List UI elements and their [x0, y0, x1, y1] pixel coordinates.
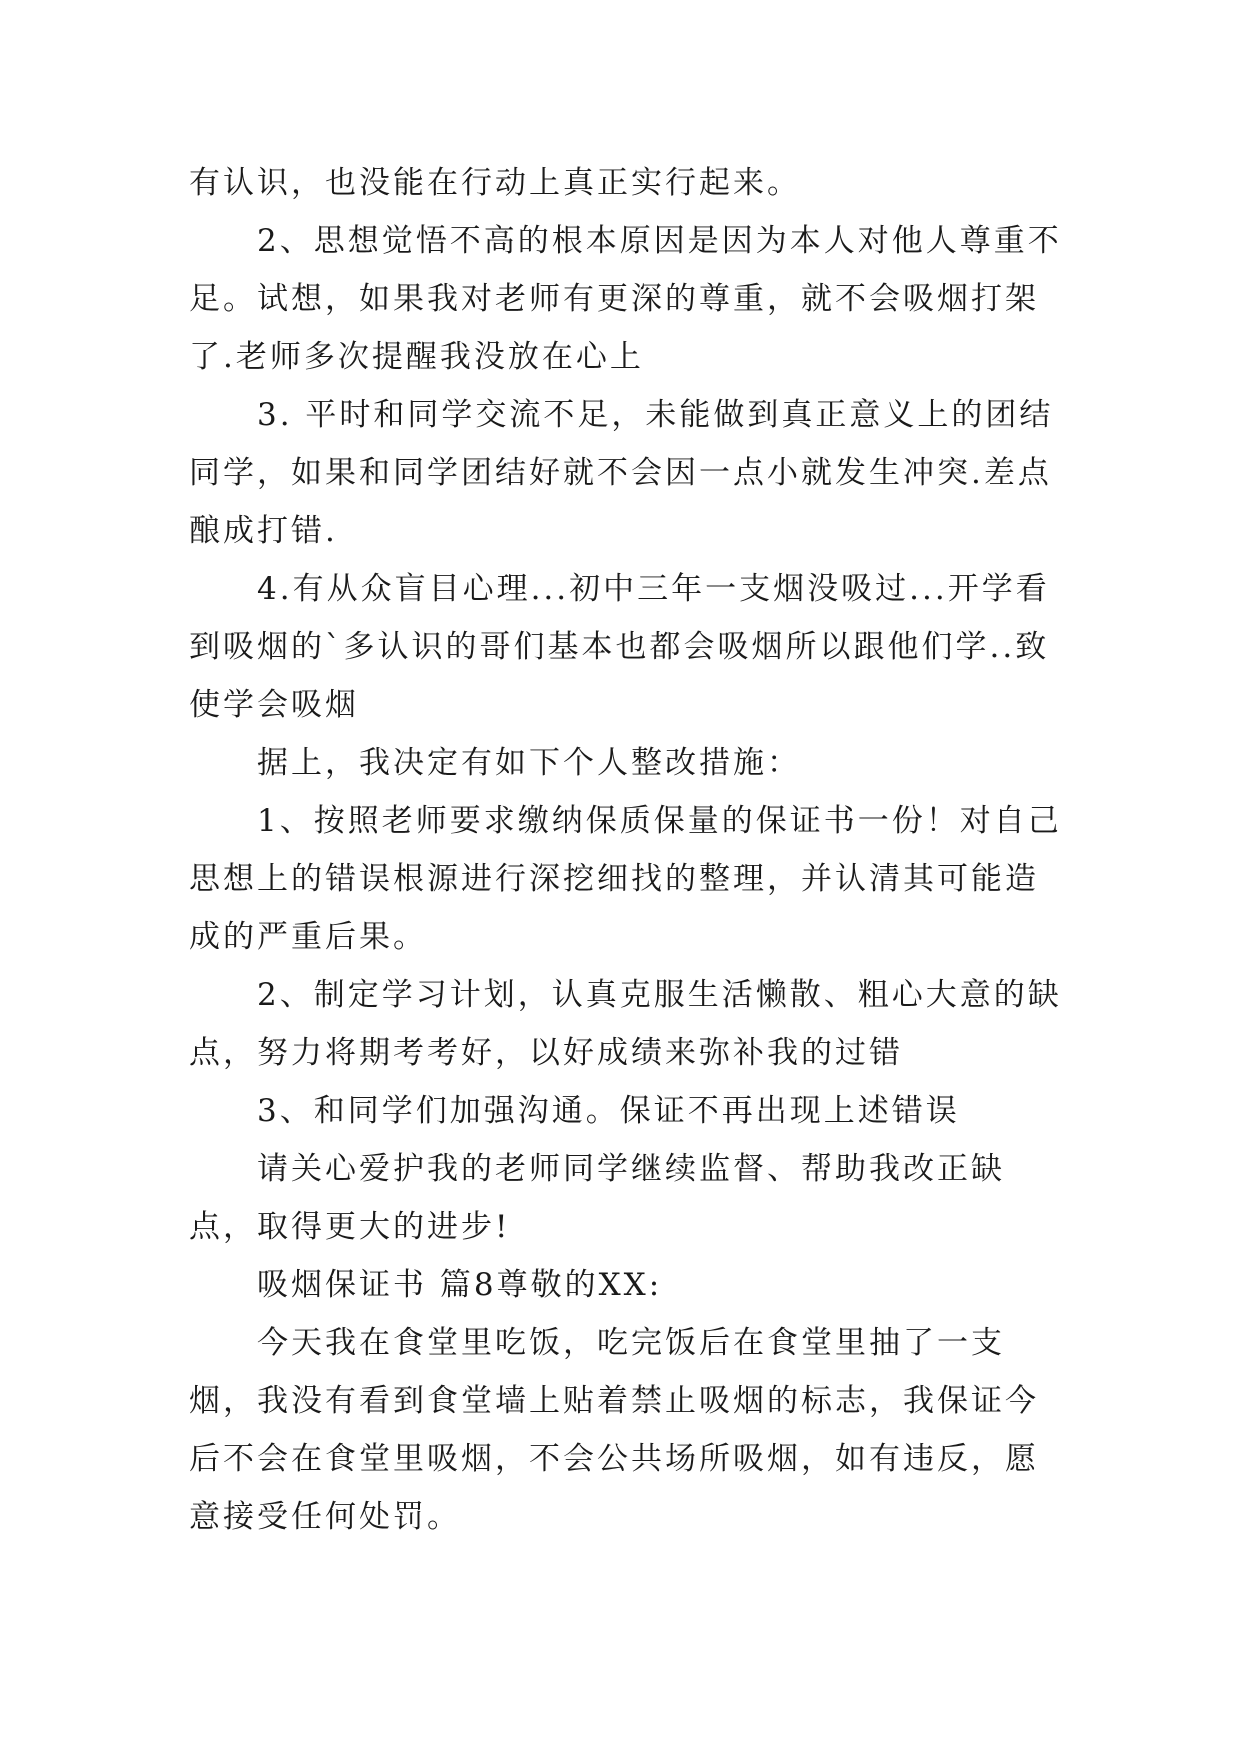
- paragraph-closing-request: 请关心爱护我的老师同学继续监督、帮助我改正缺点，取得更大的进步!: [189, 1151, 1005, 1245]
- paragraph-statement: 今天我在食堂里吃饭，吃完饭后在食堂里抽了一支烟，我没有看到食堂墙上贴着禁止吸烟的标志，我保证今后不会在食堂里吸烟，不会公共场所吸烟，如有违反，愿意接受任何处罚。: [189, 1325, 1039, 1535]
- paragraph-measure-1: 1、按照老师要求缴纳保质保量的保证书一份！对自己思想上的错误根源进行深挖细找的整理，并认清其可能造成的严重后果。: [189, 803, 1062, 955]
- document-body: [189, 154, 1069, 1546]
- paragraph-continuation: 有认识，也没能在行动上真正实行起来。: [189, 165, 801, 201]
- paragraph-measure-3: 3、和同学们加强沟通。保证不再出现上述错误: [257, 1093, 960, 1129]
- section-heading-8: 吸烟保证书 篇8尊敬的XX:: [257, 1267, 663, 1303]
- paragraph-measures-intro: 据上，我决定有如下个人整改措施：: [257, 745, 801, 781]
- paragraph-reason-2: 2、思想觉悟不高的根本原因是因为本人对他人尊重不足。试想，如果我对老师有更深的尊重，就不会吸烟打架了.老师多次提醒我没放在心上: [189, 223, 1062, 375]
- paragraph-measure-2: 2、制定学习计划，认真克服生活懒散、粗心大意的缺点，努力将期考考好，以好成绩来弥补我的过错: [189, 977, 1062, 1071]
- paragraph-reason-4: 4.有从众盲目心理...初中三年一支烟没吸过...开学看到吸烟的`多认识的哥们基本也都会吸烟所以跟他们学..致使学会吸烟: [189, 571, 1050, 723]
- paragraph-reason-3: 3. 平时和同学交流不足，未能做到真正意义上的团结同学，如果和同学团结好就不会因一点小就发生冲突.差点酿成打错.: [189, 397, 1054, 549]
